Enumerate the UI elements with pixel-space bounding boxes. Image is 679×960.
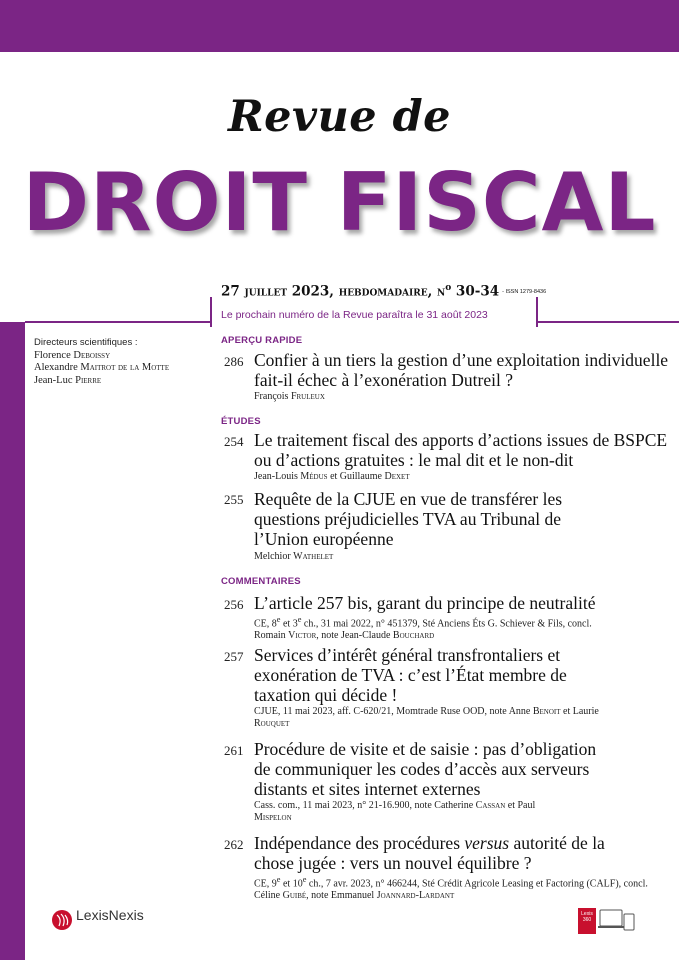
issue-line (221, 283, 546, 300)
section-commentaires: COMMENTAIRES (221, 576, 301, 587)
article-title[interactable]: Le traitement fiscal des apports d’actions issues de BSPCE ou d’actions gratuites : le mal dit et le non-dit (254, 430, 668, 470)
article-number: 286 (224, 354, 244, 369)
next-issue-notice: Le prochain numéro de la Revue paraîtra le 31 août 2023 (221, 309, 488, 321)
article-author: CE, 9e et 10e ch., 7 avr. 2023, n° 466244, Sté Crédit Agricole Leasing et Factoring (CALF), concl. Céline Guibé, note Emmanuel Joannard-Lardant (254, 875, 648, 901)
article-author: François Fruleux (254, 391, 325, 402)
article-title[interactable]: Indépendance des procédures versus autorité de la chose jugée : vers un nouvel équilibre ? (254, 833, 605, 873)
article-author: CE, 8e et 3e ch., 31 mai 2022, n° 451379, Sté Anciens Éts G. Schiever & Fils, concl. Romain Victor, note Jean-Claude Bouchard (254, 615, 592, 641)
director-name: Jean-Luc Pierre (34, 374, 102, 386)
article-number: 257 (224, 649, 244, 664)
article-number: 255 (224, 492, 244, 507)
lexisnexis-logo-icon (50, 905, 74, 935)
section-apercu: APERÇU RAPIDE (221, 335, 303, 346)
lexis360-badge-text: Lexis 360 (581, 911, 593, 923)
article-number: 254 (224, 434, 244, 449)
journal-title-main: DROIT FISCAL (22, 156, 657, 249)
article-author: Jean-Louis Médus et Guillaume Dexet (254, 471, 410, 482)
article-title[interactable]: Confier à un tiers la gestion d’une exploitation individuelle fait-il échec à l’exonération Dutreil ? (254, 350, 669, 390)
devices-icon (598, 906, 638, 936)
article-title[interactable]: Services d’intérêt général transfrontaliers et exonération de TVA : c’est l’État membre de taxation qui décide ! (254, 645, 567, 705)
article-title[interactable]: L’article 257 bis, garant du principe de neutralité (254, 593, 596, 613)
directors-block (34, 337, 169, 387)
article-number: 256 (224, 597, 244, 612)
article-number: 261 (224, 743, 244, 758)
directors-label: Directeurs scientifiques : (34, 337, 138, 348)
rule-right (538, 321, 679, 323)
issn: - ISSN 1279-8436 (502, 289, 547, 295)
section-etudes: ÉTUDES (221, 416, 261, 427)
article-author: CJUE, 11 mai 2023, aff. C-620/21, Momtrade Ruse OOD, note Anne Benoit et Laurie Rouquet (254, 706, 599, 729)
rule-tick-right (536, 297, 538, 327)
publisher-name: LexisNexis (76, 907, 144, 923)
article-title[interactable]: Procédure de visite et de saisie : pas d’obligation de communiquer les codes d’accès aux serveurs distants et sites internet externes (254, 739, 597, 799)
top-color-band (0, 0, 679, 52)
director-name: Alexandre Maitrot de la Motte (34, 362, 170, 373)
rule-left (25, 321, 210, 323)
rule-tick-left (210, 297, 212, 327)
journal-title-prefix: Revue de (227, 92, 452, 142)
article-author: Cass. com., 11 mai 2023, n° 21-16.900, note Catherine Cassan et Paul Mispelon (254, 800, 536, 823)
left-color-bar (0, 322, 25, 960)
issue-date: 27 juillet 2023, hebdomadaire, n (221, 283, 446, 300)
article-title[interactable]: Requête de la CJUE en vue de transférer les questions préjudicielles TVA au Tribunal de l’Union européenne (254, 489, 563, 549)
article-author: Melchior Wathelet (254, 551, 334, 562)
issue-number: 30-34 (451, 283, 500, 300)
issue-sup: o (445, 283, 452, 293)
director-name: Florence Deboissy (34, 349, 111, 361)
article-number: 262 (224, 837, 244, 852)
